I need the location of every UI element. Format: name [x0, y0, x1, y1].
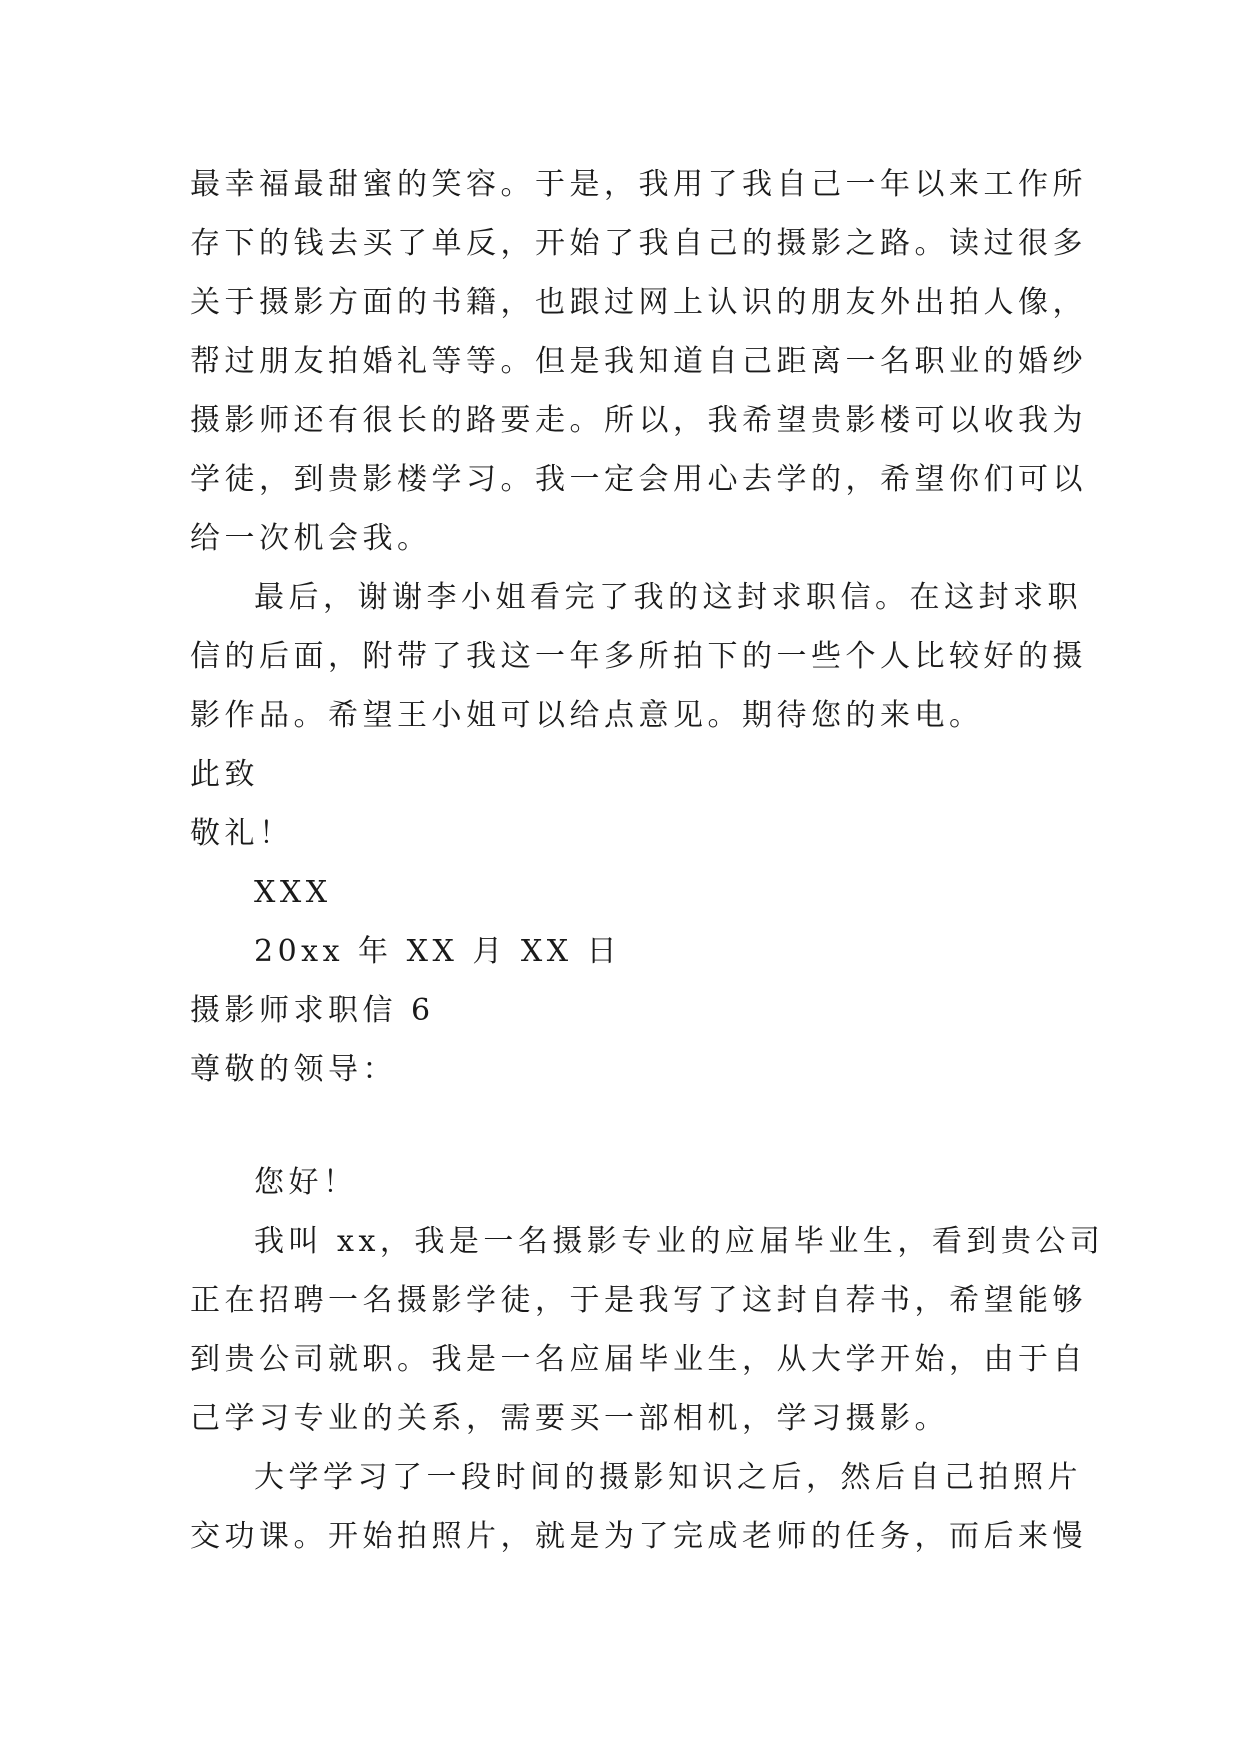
text-line: 最后，谢谢李小姐看完了我的这封求职信。在这封求职 [254, 580, 1082, 615]
text-line: 学徒，到贵影楼学习。我一定会用心去学的，希望你们可以 [190, 462, 1087, 497]
signature-name: XXX [254, 875, 332, 910]
text-line: 大学学习了一段时间的摄影知识之后，然后自己拍照片 [254, 1460, 1082, 1495]
text-line: 交功课。开始拍照片，就是为了完成老师的任务，而后来慢 [190, 1519, 1087, 1554]
text-line: 摄影师还有很长的路要走。所以，我希望贵影楼可以收我为 [190, 403, 1087, 438]
text-line: 正在招聘一名摄影学徒，于是我写了这封自荐书，希望能够 [190, 1283, 1087, 1318]
signature-date: 20xx 年 XX 月 XX 日 [254, 934, 622, 969]
text-line: 给一次机会我。 [190, 521, 432, 556]
closing-line: 此致 [190, 757, 259, 792]
text-line: 最幸福最甜蜜的笑容。于是，我用了我自己一年以来工作所 [190, 167, 1087, 202]
text-line: 我叫 xx，我是一名摄影专业的应届毕业生，看到贵公司 [254, 1224, 1105, 1259]
text-line: 影作品。希望王小姐可以给点意见。期待您的来电。 [190, 698, 984, 733]
greeting: 您好！ [254, 1165, 358, 1200]
section-title: 摄影师求职信 6 [190, 993, 435, 1028]
text-line: 帮过朋友拍婚礼等等。但是我知道自己距离一名职业的婚纱 [190, 344, 1087, 379]
text-line: 关于摄影方面的书籍，也跟过网上认识的朋友外出拍人像， [190, 285, 1087, 320]
text-line: 到贵公司就职。我是一名应届毕业生，从大学开始，由于自 [190, 1342, 1087, 1377]
text-line: 信的后面，附带了我这一年多所拍下的一些个人比较好的摄 [190, 639, 1087, 674]
closing-line: 敬礼！ [190, 816, 294, 851]
text-line: 存下的钱去买了单反，开始了我自己的摄影之路。读过很多 [190, 226, 1087, 261]
salutation: 尊敬的领导： [190, 1052, 397, 1087]
text-line: 己学习专业的关系，需要买一部相机，学习摄影。 [190, 1401, 949, 1436]
